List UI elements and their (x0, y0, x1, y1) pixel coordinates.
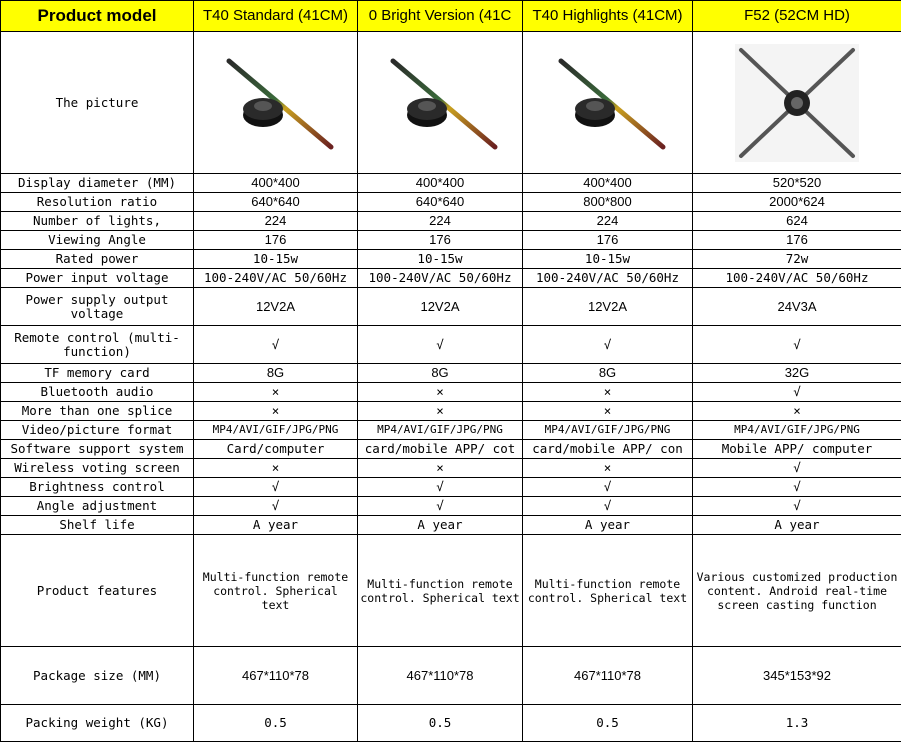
fan-four-blade-icon (727, 38, 867, 168)
spec-cell: MP4/AVI/GIF/JPG/PNG (523, 421, 693, 440)
spec-cell: 100-240V/AC 50/60Hz (523, 269, 693, 288)
header-corner: Product model (1, 1, 194, 32)
spec-cell: × (358, 402, 523, 421)
row-label: Brightness control (1, 478, 194, 497)
spec-cell: √ (523, 478, 693, 497)
spec-cell: 2000*624 (693, 193, 901, 212)
spec-cell: 8G (358, 364, 523, 383)
feature-cell: Multi-function remote control. Spherical text (194, 535, 358, 647)
spec-cell: × (523, 383, 693, 402)
spec-cell: 345*153*92 (693, 647, 901, 705)
model-header: T40 Standard (41CM) (194, 1, 358, 32)
spec-cell: 176 (194, 231, 358, 250)
spec-row (1, 269, 901, 288)
spec-cell: √ (194, 478, 358, 497)
spec-cell: 12V2A (358, 288, 523, 326)
spec-cell: Card/computer (194, 440, 358, 459)
weight-row (1, 705, 901, 742)
spec-cell: 176 (358, 231, 523, 250)
spec-row (1, 193, 901, 212)
spec-cell: 176 (693, 231, 901, 250)
spec-cell: × (693, 402, 901, 421)
spec-cell: 624 (693, 212, 901, 231)
spec-cell: × (358, 459, 523, 478)
spec-cell: 640*640 (194, 193, 358, 212)
product-image (358, 32, 523, 174)
spec-cell: √ (693, 478, 901, 497)
spec-cell: 10-15w (194, 250, 358, 269)
spec-cell: A year (693, 516, 901, 535)
spec-cell: × (194, 459, 358, 478)
spec-row (1, 174, 901, 193)
feature-cell: Various customized production content. Android real-time screen casting function (693, 535, 901, 647)
model-header: 0 Bright Version (41C (358, 1, 523, 32)
spec-cell: 100-240V/AC 50/60Hz (194, 269, 358, 288)
spec-cell: √ (523, 497, 693, 516)
spec-cell: 8G (194, 364, 358, 383)
row-label: Display diameter (MM) (1, 174, 194, 193)
row-label: Wireless voting screen (1, 459, 194, 478)
spec-cell: 10-15w (523, 250, 693, 269)
feature-cell: Multi-function remote control. Spherical text (358, 535, 523, 647)
spec-row (1, 383, 901, 402)
spec-row (1, 364, 901, 383)
picture-row (1, 32, 901, 174)
spec-cell: card/mobile APP/ con (523, 440, 693, 459)
spec-cell: 0.5 (523, 705, 693, 742)
row-label: Power input voltage (1, 269, 194, 288)
row-label: Product features (1, 535, 194, 647)
spec-row (1, 478, 901, 497)
spec-cell: 467*110*78 (523, 647, 693, 705)
spec-cell: 0.5 (194, 705, 358, 742)
spec-row (1, 326, 901, 364)
package-row (1, 647, 901, 705)
row-label: Resolution ratio (1, 193, 194, 212)
spec-row (1, 231, 901, 250)
model-header: F52 (52CM HD) (693, 1, 901, 32)
row-label: Packing weight (KG) (1, 705, 194, 742)
spec-cell: √ (693, 383, 901, 402)
spec-cell: MP4/AVI/GIF/JPG/PNG (194, 421, 358, 440)
spec-cell: 24V3A (693, 288, 901, 326)
row-label: Package size (MM) (1, 647, 194, 705)
fan-single-blade-icon (365, 43, 515, 163)
spec-cell: √ (358, 326, 523, 364)
spec-cell: √ (693, 326, 901, 364)
spec-row (1, 402, 901, 421)
row-label: Remote control (multi-function) (1, 326, 194, 364)
spec-cell: 100-240V/AC 50/60Hz (693, 269, 901, 288)
features-row (1, 535, 901, 647)
spec-cell: 224 (523, 212, 693, 231)
row-label: More than one splice (1, 402, 194, 421)
spec-cell: card/mobile APP/ cot (358, 440, 523, 459)
spec-cell: 520*520 (693, 174, 901, 193)
spec-cell: √ (693, 497, 901, 516)
spec-cell: × (194, 383, 358, 402)
row-label: Software support system (1, 440, 194, 459)
spec-cell: 8G (523, 364, 693, 383)
row-label: Viewing Angle (1, 231, 194, 250)
spec-row (1, 212, 901, 231)
spec-row (1, 516, 901, 535)
row-label: Power supply output voltage (1, 288, 194, 326)
spec-cell: 176 (523, 231, 693, 250)
row-label: Number of lights, (1, 212, 194, 231)
spec-cell: 400*400 (358, 174, 523, 193)
spec-cell: A year (358, 516, 523, 535)
product-image (693, 32, 901, 174)
spec-cell: 10-15w (358, 250, 523, 269)
spec-cell: √ (358, 478, 523, 497)
spec-cell: √ (194, 497, 358, 516)
row-label: Shelf life (1, 516, 194, 535)
spec-cell: × (523, 459, 693, 478)
spec-cell: √ (194, 326, 358, 364)
spec-cell: √ (693, 459, 901, 478)
feature-cell: Multi-function remote control. Spherical text (523, 535, 693, 647)
spec-row (1, 440, 901, 459)
row-label: Rated power (1, 250, 194, 269)
product-image (194, 32, 358, 174)
product-image (523, 32, 693, 174)
spec-cell: × (358, 383, 523, 402)
spec-cell: 12V2A (194, 288, 358, 326)
spec-row (1, 421, 901, 440)
spec-cell: 72w (693, 250, 901, 269)
spec-cell: 224 (358, 212, 523, 231)
spec-cell: × (523, 402, 693, 421)
spec-cell: 0.5 (358, 705, 523, 742)
spec-cell: 400*400 (194, 174, 358, 193)
model-header: T40 Highlights (41CM) (523, 1, 693, 32)
spec-cell: 12V2A (523, 288, 693, 326)
spec-row (1, 497, 901, 516)
row-label: Bluetooth audio (1, 383, 194, 402)
spec-cell: MP4/AVI/GIF/JPG/PNG (693, 421, 901, 440)
spec-cell: Mobile APP/ computer (693, 440, 901, 459)
row-label: TF memory card (1, 364, 194, 383)
spec-cell: 467*110*78 (194, 647, 358, 705)
spec-cell: 467*110*78 (358, 647, 523, 705)
fan-single-blade-icon (201, 43, 351, 163)
header-row (1, 1, 901, 32)
spec-cell: A year (194, 516, 358, 535)
spec-cell: A year (523, 516, 693, 535)
spec-cell: × (194, 402, 358, 421)
spec-cell: 640*640 (358, 193, 523, 212)
spec-cell: 32G (693, 364, 901, 383)
row-label: The picture (1, 32, 194, 174)
spec-cell: 1.3 (693, 705, 901, 742)
spec-cell: 100-240V/AC 50/60Hz (358, 269, 523, 288)
spec-cell: MP4/AVI/GIF/JPG/PNG (358, 421, 523, 440)
row-label: Angle adjustment (1, 497, 194, 516)
row-label: Video/picture format (1, 421, 194, 440)
fan-single-blade-icon (533, 43, 683, 163)
spec-cell: √ (358, 497, 523, 516)
spec-cell: 800*800 (523, 193, 693, 212)
spec-row (1, 250, 901, 269)
spec-cell: 400*400 (523, 174, 693, 193)
spec-row (1, 459, 901, 478)
spec-cell: 224 (194, 212, 358, 231)
spec-cell: √ (523, 326, 693, 364)
spec-row (1, 288, 901, 326)
